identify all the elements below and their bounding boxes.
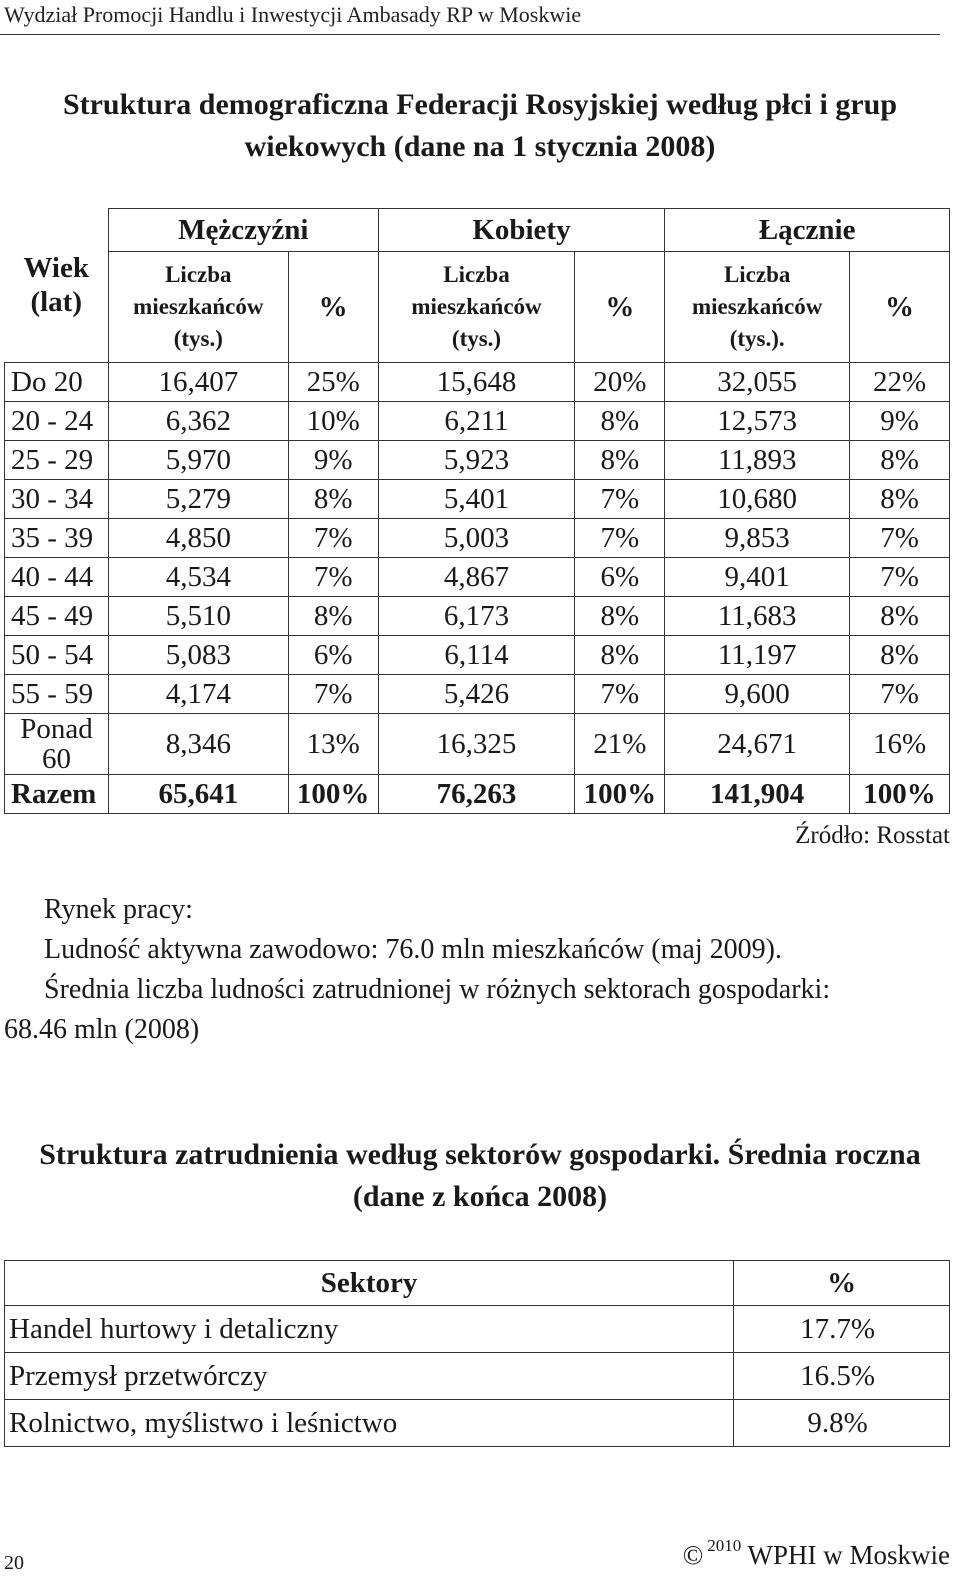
count-header-line-2: mieszkańców xyxy=(411,294,542,319)
total-cell: 76,263 xyxy=(378,775,575,814)
value-cell: 16,325 xyxy=(378,714,575,775)
total-count-header xyxy=(665,252,850,363)
value-cell: 6% xyxy=(288,636,378,675)
value-cell: 8% xyxy=(288,480,378,519)
table-row xyxy=(5,558,950,597)
count-header-line-3: (tys.) xyxy=(173,326,223,351)
table-row-total xyxy=(5,775,950,814)
total-label-cell: Razem xyxy=(5,775,109,814)
value-cell: 9,853 xyxy=(665,519,850,558)
sector-pct-cell: 16.5% xyxy=(734,1353,950,1400)
men-pct-header: % xyxy=(288,252,378,363)
value-cell: 11,893 xyxy=(665,441,850,480)
age-cell: 35 - 39 xyxy=(5,519,109,558)
value-cell: 5,279 xyxy=(108,480,288,519)
labor-line-2: Ludność aktywna zawodowo: 76.0 mln mieszkańców (maj 2009). xyxy=(44,934,782,965)
total-pct-header: % xyxy=(850,252,950,363)
value-cell: 20% xyxy=(575,363,665,402)
demographics-table xyxy=(4,208,950,814)
value-cell: 5,083 xyxy=(108,636,288,675)
value-cell: 8% xyxy=(850,480,950,519)
women-pct-header: % xyxy=(575,252,665,363)
sectors-header-row xyxy=(5,1261,950,1306)
total-cell: 141,904 xyxy=(665,775,850,814)
total-cell: 100% xyxy=(850,775,950,814)
value-cell: 6,173 xyxy=(378,597,575,636)
labor-market-section xyxy=(0,890,960,1050)
age-header-line-2: (lat) xyxy=(30,286,82,319)
age-cell: 30 - 34 xyxy=(5,480,109,519)
total-cell: 100% xyxy=(288,775,378,814)
table-row xyxy=(5,636,950,675)
table-row xyxy=(5,480,950,519)
age-cell: 50 - 54 xyxy=(5,636,109,675)
sector-pct-cell: 17.7% xyxy=(734,1306,950,1353)
value-cell: 5,401 xyxy=(378,480,575,519)
value-cell: 9% xyxy=(850,402,950,441)
table-row xyxy=(5,441,950,480)
value-cell: 5,970 xyxy=(108,441,288,480)
value-cell: 5,923 xyxy=(378,441,575,480)
age-cell: 55 - 59 xyxy=(5,675,109,714)
count-header-line-2: mieszkańców xyxy=(692,294,823,319)
value-cell: 8,346 xyxy=(108,714,288,775)
age-cell: Do 20 xyxy=(5,363,109,402)
value-cell: 15,648 xyxy=(378,363,575,402)
total-cell: 65,641 xyxy=(108,775,288,814)
value-cell: 6% xyxy=(575,558,665,597)
value-cell: 16% xyxy=(850,714,950,775)
count-header-line-1: Liczba xyxy=(443,262,510,287)
title-line-1: Struktura demograficzna Federacji Rosyjskiej według płci i grup xyxy=(62,88,898,121)
value-cell: 5,426 xyxy=(378,675,575,714)
age-cell: 25 - 29 xyxy=(5,441,109,480)
age-column-header xyxy=(5,209,109,363)
value-cell: 9,600 xyxy=(665,675,850,714)
value-cell: 8% xyxy=(850,597,950,636)
value-cell: 6,211 xyxy=(378,402,575,441)
labor-heading: Rynek pracy: xyxy=(44,894,193,925)
group-header-women: Kobiety xyxy=(378,209,665,252)
value-cell: 8% xyxy=(575,636,665,675)
value-cell: 21% xyxy=(575,714,665,775)
value-cell: 7% xyxy=(288,675,378,714)
value-cell: 7% xyxy=(850,675,950,714)
table-row xyxy=(5,363,950,402)
table-row xyxy=(5,675,950,714)
table-row xyxy=(5,1400,950,1447)
page-number: 20 xyxy=(4,1552,24,1574)
value-cell: 9% xyxy=(288,441,378,480)
women-count-header xyxy=(378,252,575,363)
table-row xyxy=(5,597,950,636)
value-cell: 8% xyxy=(850,441,950,480)
copyright-org: WPHI w Moskwie xyxy=(747,1540,950,1570)
value-cell: 10,680 xyxy=(665,480,850,519)
demographics-title xyxy=(0,84,960,168)
age-header-line-1: Wiek xyxy=(23,252,89,285)
group-header-total: Łącznie xyxy=(665,209,950,252)
value-cell: 7% xyxy=(850,519,950,558)
subheader-row xyxy=(5,252,950,363)
sector-name-cell: Rolnictwo, myślistwo i leśnictwo xyxy=(5,1400,734,1447)
age-ponad-line-1: Ponad xyxy=(20,713,93,745)
table-row xyxy=(5,1353,950,1400)
group-header-row xyxy=(5,209,950,252)
running-header xyxy=(0,0,940,35)
source-note: Źródło: Rosstat xyxy=(795,822,950,849)
value-cell: 8% xyxy=(850,636,950,675)
value-cell: 11,197 xyxy=(665,636,850,675)
value-cell: 4,534 xyxy=(108,558,288,597)
labor-line-3: Średnia liczba ludności zatrudnionej w różnych sektorach gospodarki: xyxy=(44,974,831,1005)
age-cell: 45 - 49 xyxy=(5,597,109,636)
title-line-2: (dane z końca 2008) xyxy=(352,1180,608,1213)
header-text: Wydział Promocji Handlu i Inwestycji Ambasady RP w Moskwie xyxy=(4,2,582,27)
age-cell: 40 - 44 xyxy=(5,558,109,597)
value-cell: 7% xyxy=(575,675,665,714)
table-row-ponad xyxy=(5,714,950,775)
count-header-line-3: (tys.). xyxy=(729,326,785,351)
count-header-line-2: mieszkańców xyxy=(133,294,264,319)
table-row xyxy=(5,402,950,441)
value-cell: 5,003 xyxy=(378,519,575,558)
value-cell: 7% xyxy=(288,558,378,597)
sector-name-cell: Przemysł przetwórczy xyxy=(5,1353,734,1400)
value-cell: 6,362 xyxy=(108,402,288,441)
men-count-header xyxy=(108,252,288,363)
sector-pct-cell: 9.8% xyxy=(734,1400,950,1447)
title-line-1: Struktura zatrudnienia według sektorów gospodarki. Średnia roczna xyxy=(39,1138,921,1171)
pct-column-header: % xyxy=(734,1261,950,1306)
value-cell: 12,573 xyxy=(665,402,850,441)
value-cell: 7% xyxy=(850,558,950,597)
value-cell: 8% xyxy=(575,441,665,480)
copyright-year: 2010 xyxy=(707,1536,742,1555)
value-cell: 8% xyxy=(288,597,378,636)
value-cell: 8% xyxy=(575,402,665,441)
value-cell: 24,671 xyxy=(665,714,850,775)
sectors-column-header: Sektory xyxy=(5,1261,734,1306)
sectors-table xyxy=(4,1260,950,1447)
copyright-footer xyxy=(682,1536,950,1571)
group-header-men: Mężczyźni xyxy=(108,209,378,252)
value-cell: 6,114 xyxy=(378,636,575,675)
value-cell: 11,683 xyxy=(665,597,850,636)
value-cell: 9,401 xyxy=(665,558,850,597)
value-cell: 4,174 xyxy=(108,675,288,714)
value-cell: 8% xyxy=(575,597,665,636)
age-cell xyxy=(5,714,109,775)
value-cell: 32,055 xyxy=(665,363,850,402)
age-ponad-line-2: 60 xyxy=(41,743,71,775)
count-header-line-1: Liczba xyxy=(723,262,791,287)
employment-title xyxy=(0,1134,960,1218)
value-cell: 25% xyxy=(288,363,378,402)
value-cell: 4,850 xyxy=(108,519,288,558)
total-cell: 100% xyxy=(575,775,665,814)
table-row xyxy=(5,519,950,558)
copyright-symbol: © xyxy=(682,1540,704,1570)
count-header-line-1: Liczba xyxy=(165,262,232,287)
labor-line-4: 68.46 mln (2008) xyxy=(4,1014,200,1045)
value-cell: 7% xyxy=(575,519,665,558)
value-cell: 16,407 xyxy=(108,363,288,402)
value-cell: 4,867 xyxy=(378,558,575,597)
value-cell: 22% xyxy=(850,363,950,402)
sector-name-cell: Handel hurtowy i detaliczny xyxy=(5,1306,734,1353)
title-line-2: wiekowych (dane na 1 stycznia 2008) xyxy=(244,130,716,163)
value-cell: 13% xyxy=(288,714,378,775)
value-cell: 5,510 xyxy=(108,597,288,636)
age-cell: 20 - 24 xyxy=(5,402,109,441)
count-header-line-3: (tys.) xyxy=(451,326,502,351)
table-row xyxy=(5,1306,950,1353)
value-cell: 10% xyxy=(288,402,378,441)
value-cell: 7% xyxy=(288,519,378,558)
value-cell: 7% xyxy=(575,480,665,519)
